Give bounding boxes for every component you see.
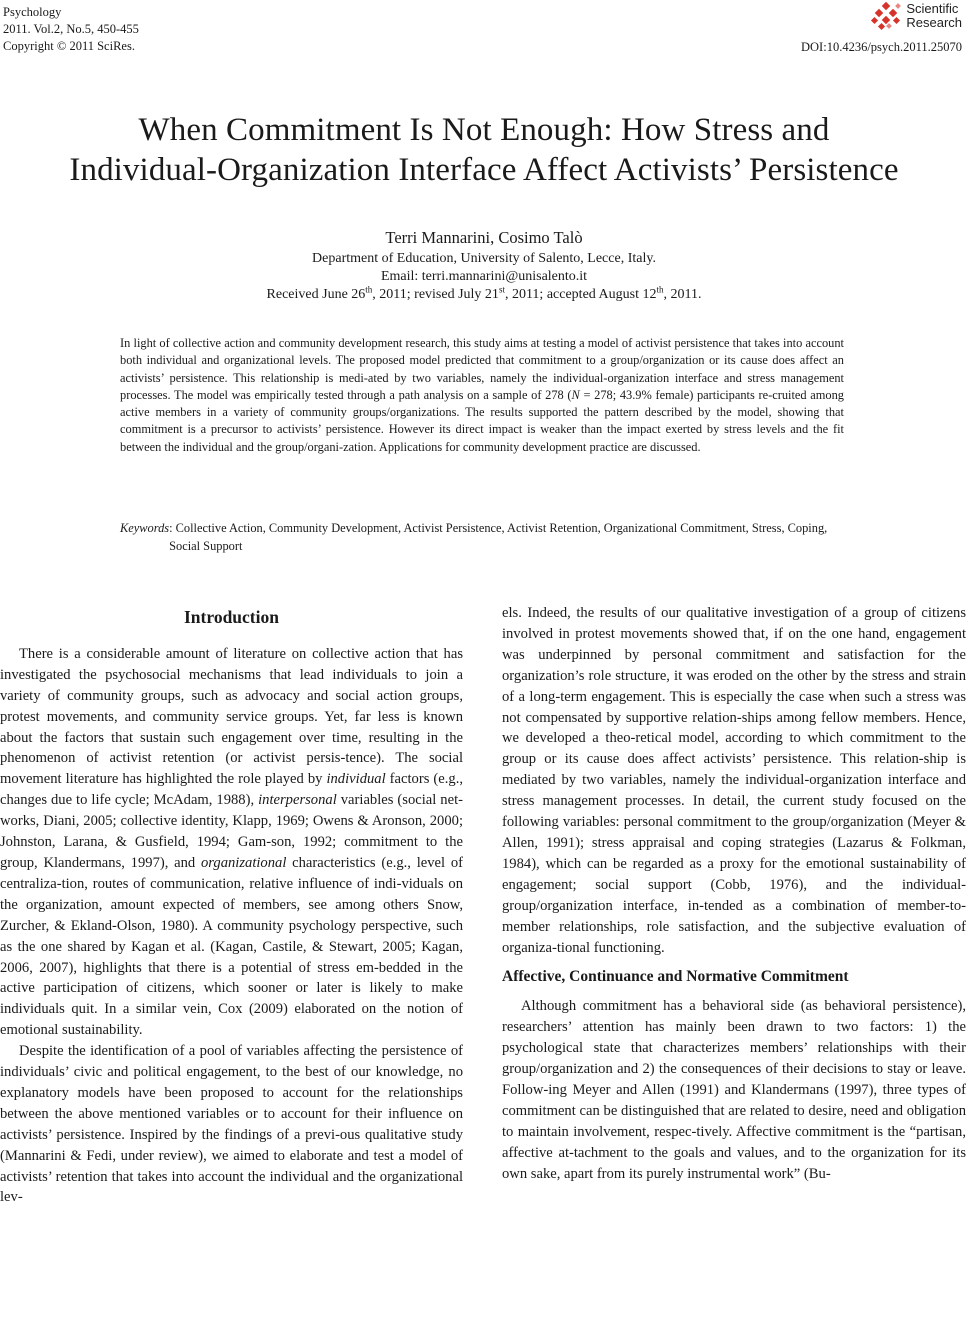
title-line-1: When Commitment Is Not Enough: How Stress and xyxy=(138,112,830,148)
journal-name: Psychology xyxy=(3,5,62,19)
paragraph: There is a considerable amount of literature on collective action that has investigated the psychosocial mechanisms that lead individuals to join a variety of community groups, such as advocacy and social action groups, protest movements, and community service groups. Yet, far less is known about the factors that sustain such engagement over time, resulting in the phenomenon of activist retention (or activist persis-tence). The social movement literature has highlighted the role played by individual factors (e.g., changes due to life cycle; McAdam, 1988), interpersonal variables (social net-works, Diani, 2005; collective identity, Klapp, 1969; Owens & Aronson, 2000; Johnston, Larana, & Gusfield, 1994; Gam-son, 1992; commitment to the group, Klandermans, 1997), and organizational characteristics (e.g., level of centraliza-tion, routes of communication, relative influence of indi-viduals on the organization, amount expected of members, see among others Snow, Zurcher, & Ekland-Olson, 1980). A community psychology perspective, such as the one shared by Kagan et al. (Kagan, Castile, & Stewart, 2005; Kagan, 2006, 2007), highlights that there is a potential of stress em-bedded in the active participation of citizens, which sooner or later is likely to make individuals quit. In a similar vein, Cox (2009) elaborated on the notion of emotional sustainability. xyxy=(0,645,463,1039)
keywords-text: : Collective Action, Community Development, Activist Persistence, Activist Retention, Organizational Commitment, Stress, Coping, Social Support xyxy=(169,521,828,553)
section-heading-introduction: Introduction xyxy=(184,607,279,627)
logo-line-1: Scientific xyxy=(906,1,959,16)
journal-header xyxy=(3,4,139,55)
doi: DOI:10.4236/psych.2011.25070 xyxy=(801,40,962,54)
authors: Terri Mannarini, Cosimo Talò xyxy=(385,228,583,247)
email: Email: terri.mannarini@unisalento.it xyxy=(380,269,588,284)
section-heading-commitment: Affective, Continuance and Normative Commitment xyxy=(502,968,849,986)
publisher-block xyxy=(762,0,962,62)
abstract: In light of collective action and community development research, this study aims at testing a model of activist persistence that takes into account both individual and organizational levels. The proposed model predicted that commitment to a group/organization or its cause does affect an activists’ persistence. This relationship is medi-ated by two variables, namely the individual-organization interface and stress management processes. The model was empirically tested through a path analysis on a sample of 278 (N = 278; 43.9% female) participants re-cruited among active members in a variety of community groups/organizations. The results supported the pattern described by the model, showing that commitment is a precursor to activists’ persistence. However its direct impact is weaker than the impact exerted by stress levels and the fit between the individual and the group/organi-zation. Applications for community development practice are discussed. xyxy=(120,336,845,454)
journal-volume: 2011. Vol.2, No.5, 450-455 xyxy=(3,22,139,36)
right-column xyxy=(502,603,966,1184)
scientific-research-logo-icon xyxy=(870,0,902,32)
paragraph: Despite the identification of a pool of variables affecting the persistence of individuals’ civic and political engagement, to the best of our knowledge, no explanatory models have been proposed to account for the relationships between the above mentioned variables or to account for their influence on activists’ persistence. Inspired by the findings of a previ-ous qualitative study (Mannarini & Fedi, under review), we aimed to elaborate and test a model of activists’ retention that takes into account the individual and the organizational lev- xyxy=(0,1043,463,1206)
affiliation: Department of Education, University of Salento, Lecce, Italy. xyxy=(312,251,656,266)
logo-line-2: Research xyxy=(906,15,962,30)
keywords-label: Keywords xyxy=(120,521,170,535)
publisher-logo xyxy=(870,0,962,32)
title-line-2: Individual-Organization Interface Affect Activists’ Persistence xyxy=(69,152,899,188)
paragraph: Although commitment has a behavioral side (as behavioral persistence), researchers’ attention has mainly been drawn to two factors: 1) the psychological state that characterizes members’ relationships with their group/organization and 2) the consequences of their decisions to stay or leave. Follow-ing Meyer and Allen (1991) and Klandermans (1997), three types of commitment can be distinguished that are related to desire, need and obligation to maintain involvement, respec-tively. Affective commitment is the “partisan, affective at-tachment to the goals and values, and to the organization for its own sake, apart from its purely instrumental work” (Bu- xyxy=(502,998,966,1182)
keywords xyxy=(120,520,844,556)
paragraph: els. Indeed, the results of our qualitative investigation of a group of citizens involved in protest movements showed that, if on the one hand, engagement was underpinned by personal commitment and satisfaction for the organization’s role structure, it was eroded on the other by the stress and strain of a long-term engagement. This is especially the case when such a stress was not compensated by supportive relation-ships among fellow members. Hence, we developed a theo-retical model, according to which commitment to the group or its cause does affect activists’ persistence. This relation-ship is mediated by two variables, namely the individual-organization interface and stress management processes. In detail, the current study focused on the following variables: personal commitment to the group/organization (Meyer & Allen, 1991); stress appraisal and coping strategies (Lazarus & Folkman, 1984), which can be regarded as a proxy for the emotional sustainability of engagement; social support (Cobb, 1976), and the individual-group/organization interface, in-tended as a combination of member-to-member relationships, role satisfaction, and the subjective evaluation of organiza-tional functioning. xyxy=(502,605,966,956)
left-column xyxy=(0,603,463,1208)
journal-copyright: Copyright © 2011 SciRes. xyxy=(3,39,135,53)
dates: Received June 26th, 2011; revised July 21st, 2011; accepted August 12th, 2011. xyxy=(266,284,702,302)
paper-title xyxy=(0,110,968,190)
